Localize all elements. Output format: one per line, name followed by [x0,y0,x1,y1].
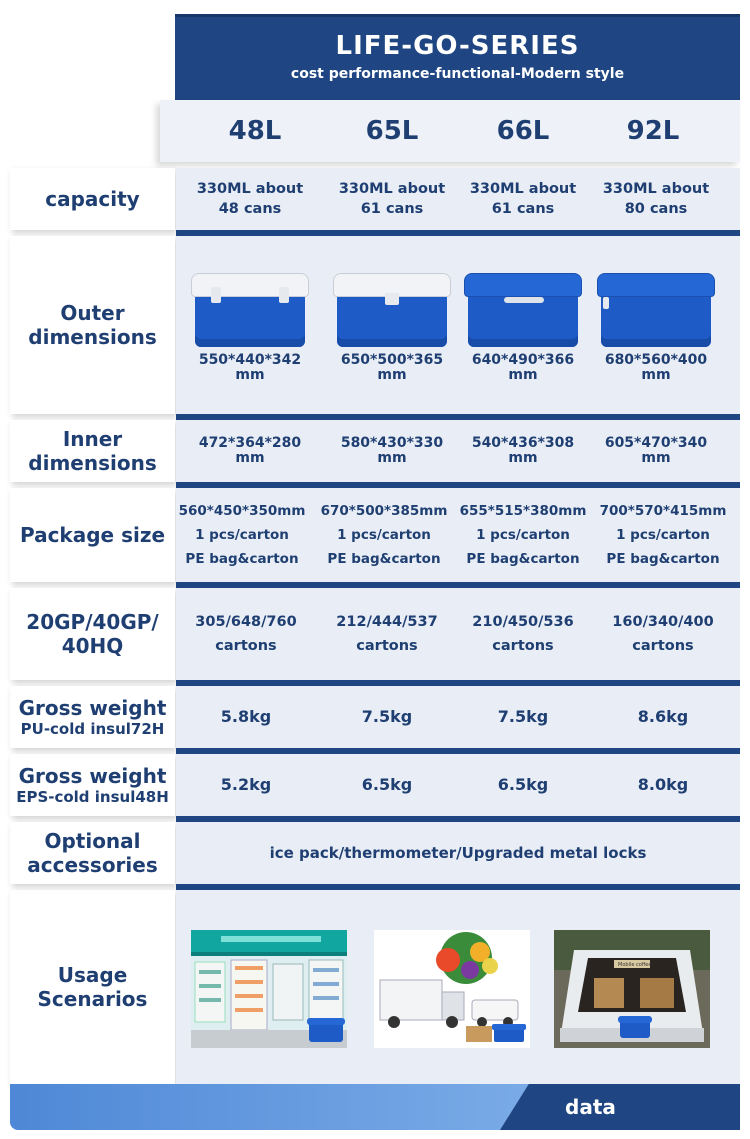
row-capacity [10,168,740,230]
row-label-outer: Outer dimensions [10,236,175,414]
gross-pu-66l: 7.5kg [497,707,549,726]
row-outer-dimensions [10,236,740,414]
car-trunk-cooler-picture [554,930,710,1048]
package-66l: 655*515*380mm 1 pcs/carton PE bag&carton [459,503,587,567]
container-92l: 160/340/400 cartons [612,614,714,654]
row-usage-scenarios [10,890,740,1084]
package-48l: 560*450*350mm 1 pcs/carton PE bag&carton [178,503,306,567]
row-label-usage: Usage Scenarios [10,890,175,1084]
row-optional-accessories [10,822,740,884]
header-banner [175,14,740,103]
gross-pu-48l: 5.8kg [220,707,272,726]
row-label-capacity: capacity [10,168,175,230]
cooler-48l-image [191,267,309,347]
size-92l: 92L [626,116,680,146]
outer-48l: 550*440*342 mm [180,236,320,414]
row-package-size [10,488,740,582]
inner-65l: 580*430*330 mm [340,435,444,466]
outer-92l: 680*560*400 mm [586,236,726,414]
capacity-65l: 330ML about 61 cans [338,181,446,217]
outer-65l: 650*500*365 mm [322,236,462,414]
series-subtitle: cost performance-functional-Modern style [290,66,625,82]
series-title: LIFE-GO-SERIES [335,31,580,61]
footer-data-label: data [565,1095,616,1119]
delivery-truck-groceries-picture [374,930,530,1048]
size-48l: 48L [228,116,282,146]
row-inner-dimensions [10,420,740,482]
gross-eps-65l: 6.5kg [361,775,413,794]
inner-66l: 540*436*308 mm [471,435,575,466]
inner-92l: 605*470*340 mm [604,435,708,466]
row-label-package: Package size [10,488,175,582]
cooler-92l-image [597,267,715,347]
capacity-92l: 330ML about 80 cans [602,181,710,217]
mobile-coffee-sign: Mobile coffee [618,962,652,968]
row-label-inner: Inner dimensions [10,420,175,482]
row-gross-weight-eps [10,754,740,816]
pharmacy-store-picture [191,930,347,1048]
container-48l: 305/648/760 cartons [195,614,297,654]
cooler-65l-image [333,267,451,347]
gross-pu-92l: 8.6kg [637,707,689,726]
size-66l: 66L [496,116,550,146]
gross-pu-65l: 7.5kg [361,707,413,726]
capacity-66l: 330ML about 61 cans [469,181,577,217]
gross-eps-48l: 5.2kg [220,775,272,794]
gross-eps-66l: 6.5kg [497,775,549,794]
cooler-66l-image [464,267,582,347]
row-label-gross-eps: Gross weight EPS-cold insul48H [10,754,175,816]
inner-48l: 472*364*280 mm [198,435,302,466]
row-label-container: 20GP/40GP/ 40HQ [10,588,175,680]
row-label-gross-pu: Gross weight PU-cold insul72H [10,686,175,748]
row-label-accessories: Optional accessories [10,822,175,884]
footer-banner [10,1084,740,1130]
accessories-value: ice pack/thermometer/Upgraded metal locks [269,844,647,862]
row-gross-weight-pu [10,686,740,748]
size-65l: 65L [365,116,419,146]
gross-eps-92l: 8.0kg [637,775,689,794]
package-65l: 670*500*385mm 1 pcs/carton PE bag&carton [320,503,448,567]
size-heading-row [160,100,740,162]
package-92l: 700*570*415mm 1 pcs/carton PE bag&carton [599,503,727,567]
outer-66l: 640*490*366 mm [453,236,593,414]
container-66l: 210/450/536 cartons [472,614,574,654]
container-65l: 212/444/537 cartons [336,614,438,654]
row-container-load [10,588,740,680]
capacity-48l: 330ML about 48 cans [196,181,304,217]
